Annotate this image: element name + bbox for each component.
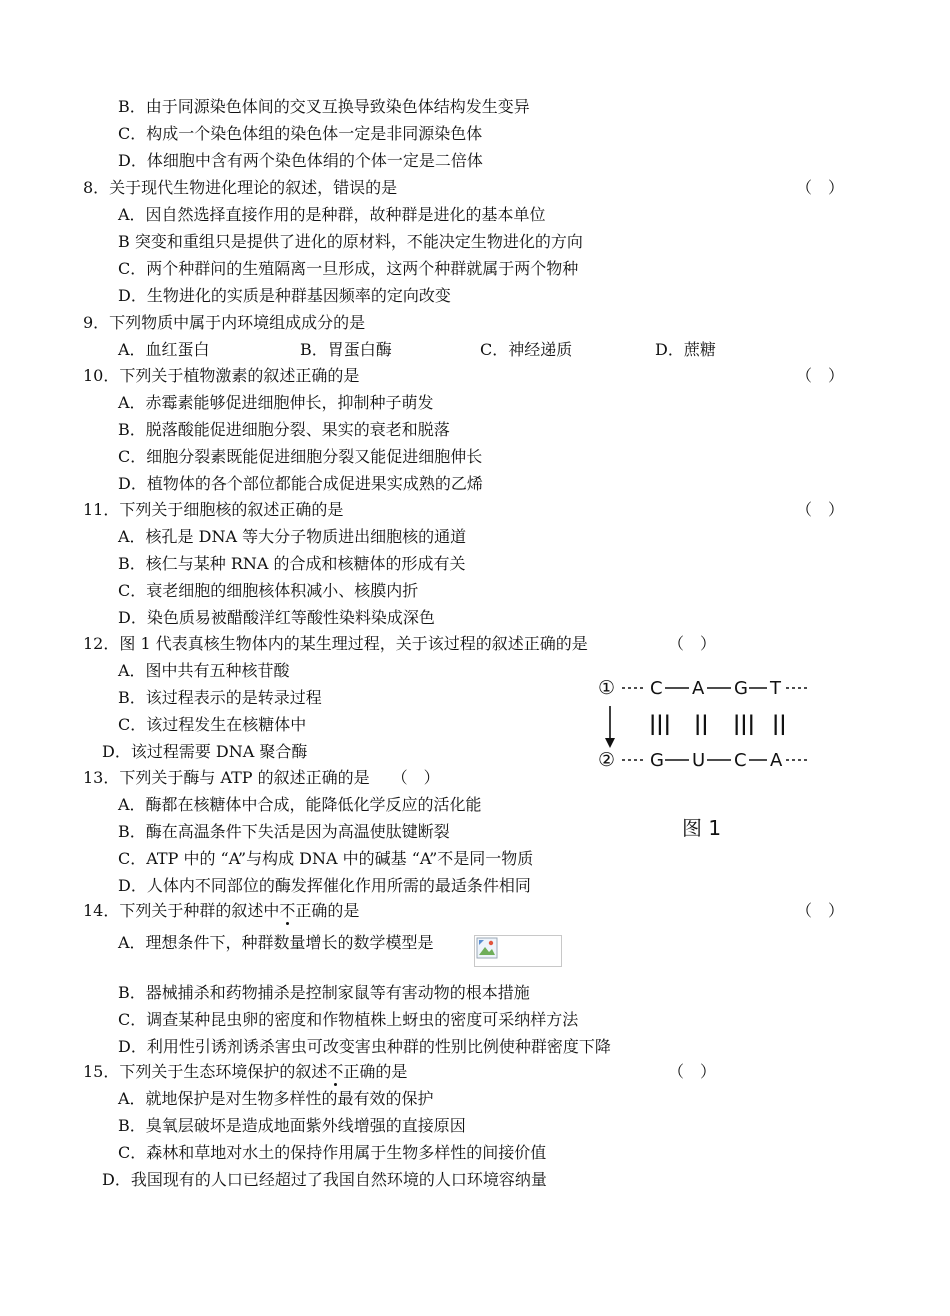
q15-stem-post: 正确的是 <box>343 1062 408 1081</box>
q10-answer-paren: （ ） <box>796 366 845 385</box>
strand2-base-1: G <box>650 750 664 771</box>
q14-emphasis-not: 不 <box>279 901 296 920</box>
q12-option-a: A．图中共有五种核苷酸 <box>118 661 290 680</box>
q8-option-d: D．生物进化的实质是种群基因频率的定向改变 <box>118 286 451 305</box>
strand1-base-3: G <box>734 678 748 699</box>
q9-option-a: A．血红蛋白 <box>118 340 210 359</box>
q10-option-d: D．植物体的各个部位都能合成促进果实成熟的乙烯 <box>118 474 483 493</box>
q9-option-d: D．蔗糖 <box>655 340 716 359</box>
q14-option-b: B．器械捕杀和药物捕杀是控制家鼠等有害动物的根本措施 <box>118 983 530 1002</box>
q7-option-b: B．由于同源染色体间的交叉互换导致染色体结构发生变异 <box>118 97 530 116</box>
figure-1-caption: 图 1 <box>682 816 722 840</box>
q13-option-b: B．酶在高温条件下失活是因为高温使肽键断裂 <box>118 822 450 841</box>
q14-option-c: C．调查某种昆虫卵的密度和作物植株上蚜虫的密度可采纳样方法 <box>118 1010 579 1029</box>
q8-option-a: A．因自然选择直接作用的是种群，故种群是进化的基本单位 <box>118 205 546 224</box>
q10-option-c: C．细胞分裂素既能促进细胞分裂又能促进细胞伸长 <box>118 447 483 466</box>
q12-answer-paren: （ ） <box>668 634 717 653</box>
q13-option-c: C．ATP 中的 “A”与构成 DNA 中的碱基 “A”不是同一物质 <box>118 849 534 868</box>
q15-option-b: B．臭氧层破坏是造成地面紫外线增强的直接原因 <box>118 1116 466 1135</box>
q7-option-d: D．体细胞中含有两个染色体绢的个体一定是二倍体 <box>118 151 483 170</box>
q8-answer-paren: （ ） <box>796 178 845 197</box>
q13-answer-paren: （ ） <box>391 768 440 787</box>
q9-option-b: B．胃蛋白酶 <box>300 340 392 359</box>
q11-option-a: A．核孔是 DNA 等大分子物质进出细胞核的通道 <box>118 527 467 546</box>
q11-stem: 11．下列关于细胞核的叙述正确的是 <box>83 500 344 519</box>
q15-option-c: C．森林和草地对水土的保持作用属于生物多样性的间接价值 <box>118 1143 547 1162</box>
strand2-base-3: C <box>734 750 747 771</box>
strand1-base-4: T <box>770 678 781 699</box>
q11-option-d: D．染色质易被醋酸洋红等酸性染料染成深色 <box>118 608 435 627</box>
q15-option-a: A．就地保护是对生物多样性的最有效的保护 <box>118 1089 434 1108</box>
q9-stem: 9．下列物质中属于内环境组成成分的是 <box>83 313 366 332</box>
q14-stem <box>83 901 359 921</box>
strand1-base-1: C <box>650 678 663 699</box>
q11-option-c: C．衰老细胞的细胞核体积减小、核膜内折 <box>118 581 419 600</box>
strand2-label: ② <box>598 749 616 771</box>
broken-formula-image <box>474 935 562 967</box>
strand1-base-2: A <box>692 678 705 699</box>
q15-stem <box>83 1062 407 1082</box>
q15-option-d: D．我国现有的人口已经超过了我国自然环境的人口环境容纳量 <box>102 1170 547 1189</box>
q7-option-c: C．构成一个染色体组的染色体一定是非同源染色体 <box>118 124 483 143</box>
q13-option-d: D．人体内不同部位的酶发挥催化作用所需的最适条件相同 <box>118 876 531 895</box>
strand2-base-2: U <box>692 750 706 771</box>
q10-option-b: B．脱落酸能促进细胞分裂、果实的衰老和脱落 <box>118 420 450 439</box>
q10-stem: 10．下列关于植物激素的叙述正确的是 <box>83 366 360 385</box>
q14-answer-paren: （ ） <box>796 901 845 920</box>
hydrogen-bond-1: ||| <box>649 711 671 735</box>
broken-image-icon <box>476 937 498 959</box>
q11-option-b: B．核仁与某种 RNA 的合成和核糖体的形成有关 <box>118 554 466 573</box>
q12-option-d: D．该过程需要 DNA 聚合酶 <box>102 742 308 761</box>
q15-emphasis-not: 不 <box>327 1062 344 1081</box>
strand1-label: ① <box>598 677 616 699</box>
q8-option-c: C．两个种群问的生殖隔离一旦形成，这两个种群就属于两个物种 <box>118 259 579 278</box>
hydrogen-bond-3: ||| <box>733 711 755 735</box>
hydrogen-bond-2: || <box>694 711 709 735</box>
q14-stem-pre: 14．下列关于种群的叙述中 <box>83 901 280 920</box>
q15-answer-paren: （ ） <box>668 1062 717 1081</box>
strand2-base-4: A <box>770 750 783 771</box>
q12-option-c: C．该过程发生在核糖体中 <box>118 715 307 734</box>
q13-option-a: A．酶都在核糖体中合成，能降低化学反应的活化能 <box>118 795 482 814</box>
q15-stem-pre: 15．下列关于生态环境保护的叙述 <box>83 1062 328 1081</box>
q8-option-b: B 突变和重组只是提供了进化的原材料，不能决定生物进化的方向 <box>118 232 583 251</box>
figure-1-base-pairing-diagram <box>598 672 818 782</box>
arrow-head <box>605 738 615 748</box>
q8-stem: 8．关于现代生物进化理论的叙述，错误的是 <box>83 178 398 197</box>
hydrogen-bond-4: || <box>772 711 787 735</box>
q11-answer-paren: （ ） <box>796 500 845 519</box>
q13-stem-text: 13．下列关于酶与 ATP 的叙述正确的是 <box>83 768 370 787</box>
q9-option-c: C．神经递质 <box>480 340 573 359</box>
q12-stem: 12．图 1 代表真核生物体内的某生理过程，关于该过程的叙述正确的是 <box>83 634 588 653</box>
q10-option-a: A．赤霉素能够促进细胞伸长，抑制种子萌发 <box>118 393 434 412</box>
q14-option-a: A．理想条件下，种群数量增长的数学模型是 <box>118 933 434 952</box>
q13-stem <box>83 768 440 788</box>
q14-option-d: D．利用性引诱剂诱杀害虫可改变害虫种群的性别比例使种群密度下降 <box>118 1037 611 1056</box>
q12-option-b: B．该过程表示的是转录过程 <box>118 688 322 707</box>
q14-stem-post: 正确的是 <box>295 901 360 920</box>
